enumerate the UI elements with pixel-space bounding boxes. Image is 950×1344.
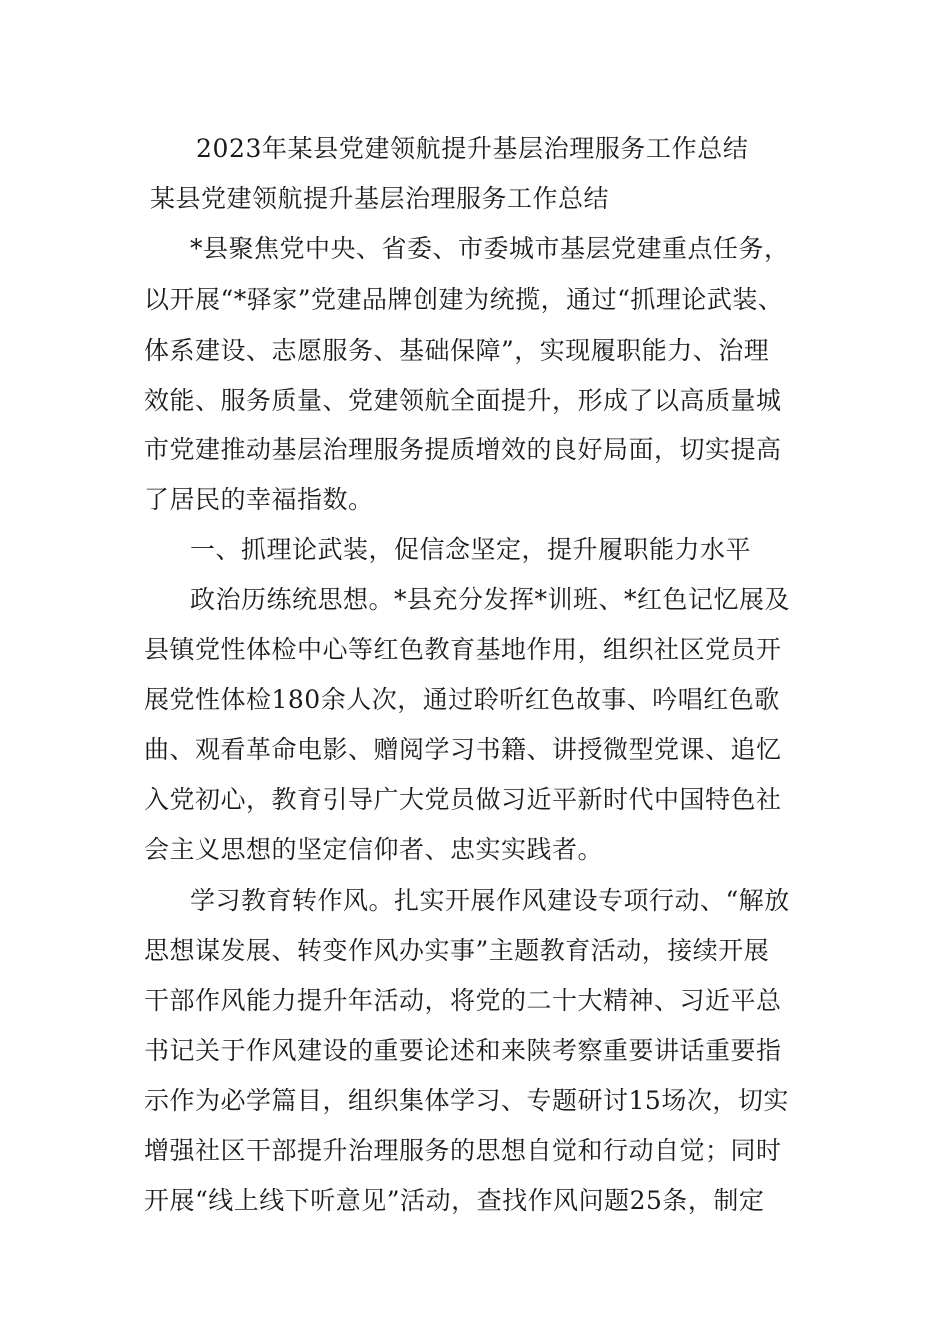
paragraph-line: 示作为必学篇目，组织集体学习、专题研讨15场次，切实 — [144, 1086, 789, 1115]
paragraph-line: *县聚焦党中央、省委、市委城市基层党建重点任务， — [190, 234, 790, 263]
paragraph-line: 曲、观看革命电影、赠阅学习书籍、讲授微型党课、追忆 — [144, 735, 782, 764]
paragraph-line: 政治历练统思想。*县充分发挥*训班、*红色记忆展及 — [190, 585, 791, 614]
paragraph-line: 效能、服务质量、党建领航全面提升，形成了以高质量城 — [144, 386, 782, 415]
paragraph-line: 学习教育转作风。扎实开展作风建设专项行动、“解放 — [190, 886, 790, 915]
paragraph-line: 会主义思想的坚定信仰者、忠实实践者。 — [144, 835, 604, 864]
paragraph-line: 书记关于作风建设的重要论述和来陕考察重要讲话重要指 — [144, 1036, 782, 1065]
paragraph-line: 市党建推动基层治理服务提质增效的良好局面，切实提高 — [144, 435, 782, 464]
paragraph-line: 思想谋发展、转变作风办实事”主题教育活动，接续开展 — [144, 936, 770, 965]
paragraph-line: 以开展“*驿家”党建品牌创建为统揽，通过“抓理论武装、 — [144, 285, 784, 314]
paragraph-line: 县镇党性体检中心等红色教育基地作用，组织社区党员开 — [144, 635, 782, 664]
document-subtitle: 某县党建领航提升基层治理服务工作总结 — [150, 184, 610, 213]
paragraph-line: 干部作风能力提升年活动，将党的二十大精神、习近平总 — [144, 986, 782, 1015]
paragraph-line: 了居民的幸福指数。 — [144, 485, 374, 514]
paragraph-line: 展党性体检180余人次，通过聆听红色故事、吟唱红色歌 — [144, 685, 780, 714]
paragraph-line: 开展“线上线下听意见”活动，查找作风问题25条，制定 — [144, 1186, 765, 1215]
document-title: 2023年某县党建领航提升基层治理服务工作总结 — [196, 134, 749, 163]
paragraph-line: 入党初心，教育引导广大党员做习近平新时代中国特色社 — [144, 785, 782, 814]
section-heading: 一、抓理论武装，促信念坚定，提升履职能力水平 — [190, 535, 752, 564]
paragraph-line: 增强社区干部提升治理服务的思想自觉和行动自觉；同时 — [144, 1136, 782, 1165]
paragraph-line: 体系建设、志愿服务、基础保障”，实现履职能力、治理 — [144, 336, 770, 365]
